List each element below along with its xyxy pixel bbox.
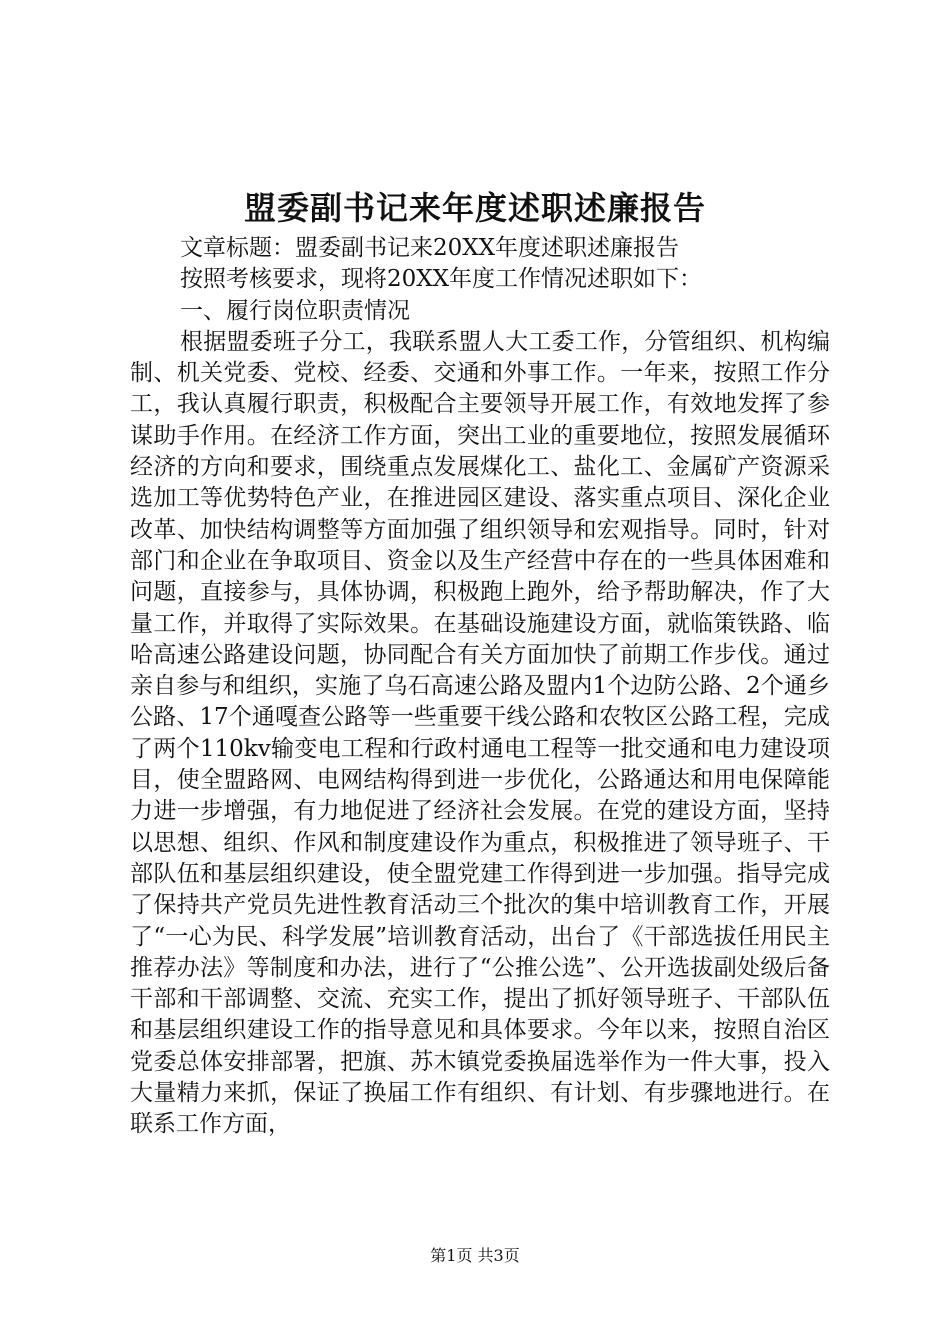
page-footer: 第1页 共3页 xyxy=(430,1246,520,1265)
document-body xyxy=(130,233,830,1141)
article-title-line: 文章标题：盟委副书记来20XX年度述职述廉报告 xyxy=(180,235,680,261)
body-paragraph: 根据盟委班子分工，我联系盟人大工委工作，分管组织、机构编制、机关党委、党校、经委、交通和外事工作。一年来，按照工作分工，我认真履行职责，积极配合主要领导开展工作，有效地发挥了参谋助手作用。在经济工作方面，突出工业的重要地位，按照发展循环经济的方向和要求，围绕重点发展煤化工、盐化工、金属矿产资源采选加工等优势特色产业，在推进园区建设、落实重点项目、深化企业改革、加快结构调整等方面加强了组织领导和宏观指导。同时，针对部门和企业在争取项目、资金以及生产经营中存在的一些具体困难和问题，直接参与，具体协调，积极跑上跑外，给予帮助解决，作了大量工作，并取得了实际效果。在基础设施建设方面，就临策铁路、临哈高速公路建设问题，协同配合有关方面加快了前期工作步伐。通过亲自参与和组织，实施了乌石高速公路及盟内1个边防公路、2个通乡公路、17个通嘎查公路等一些重要干线公路和农牧区公路工程，完成了两个110kv输变电工程和行政村通电工程等一批交通和电力建设项目，使全盟路网、电网结构得到进一步优化，公路通达和用电保障能力进一步增强，有力地促进了经济社会发展。在党的建设方面，坚持以思想、组织、作风和制度建设作为重点，积极推进了领导班子、干部队伍和基层组织建设，使全盟党建工作得到进一步加强。指导完成了保持共产党员先进性教育活动三个批次的集中培训教育工作，开展了“一心为民、科学发展”培训教育活动，出台了《干部选拔任用民主推荐办法》等制度和办法，进行了“公推公选”、公开选拔副处级后备干部和干部调整、交流、充实工作，提出了抓好领导班子、干部队伍和基层组织建设工作的指导意见和具体要求。今年以来，按照自治区党委总体安排部署，把旗、苏木镇党委换届选举作为一件大事，投入大量精力来抓，保证了换届工作有组织、有计划、有步骤地进行。在联系工作方面， xyxy=(130,328,830,1138)
document-title: 盟委副书记来年度述职述廉报告 xyxy=(243,189,706,227)
intro-line: 按照考核要求，现将20XX年度工作情况述职如下： xyxy=(180,266,703,293)
section-heading: 一、履行岗位职责情况 xyxy=(180,297,410,324)
